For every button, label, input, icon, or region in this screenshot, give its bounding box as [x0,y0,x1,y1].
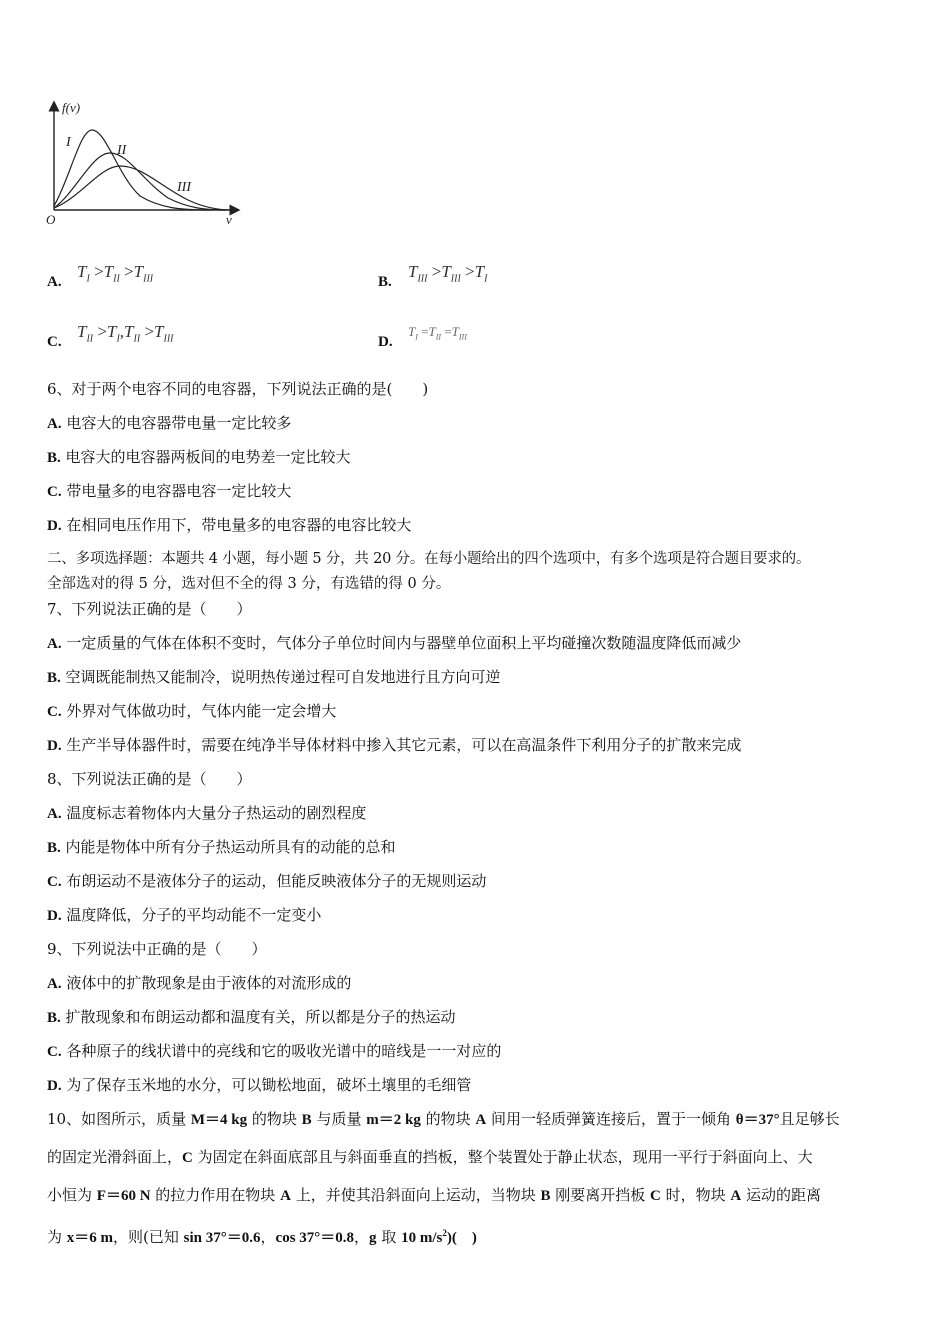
origin-label: O [46,212,56,227]
q9-stem: 9、下列说法中正确的是（ ） [47,940,267,958]
q10-stem-line1: 10、如图所示，质量 M＝4 kg 的物块 B 与质量 m＝2 kg 的物块 A 间用一轻质弹簧连接后，置于一倾角 θ＝37°且足够长 [47,1110,840,1128]
option-text: 液体中的扩散现象是由于液体的对流形成的 [66,974,352,992]
q8-option-d[interactable] [47,905,321,926]
q6-option-a[interactable] [47,413,291,434]
q6-option-d[interactable] [47,515,411,536]
q6-stem: 6、对于两个电容不同的电容器，下列说法正确的是( ) [47,380,429,398]
y-axis-label: f(v) [62,100,81,115]
q7-option-a[interactable] [47,633,741,654]
option-text: 生产半导体器件时，需要在纯净半导体材料中掺入其它元素，可以在高温条件下利用分子的扩散来完成 [66,736,742,754]
x-axis-label: v [226,212,232,227]
section-2-header-line2: 全部选对的得 5 分，选对但不全的得 3 分，有选错的得 0 分。 [47,576,451,592]
option-letter: B. [47,450,61,466]
q9-option-c[interactable] [47,1041,501,1062]
curve-III [54,166,232,210]
q9-option-b[interactable] [47,1007,456,1028]
option-letter: B. [47,670,61,686]
section-2-header-line1: 二、多项选择题：本题共 4 小题，每小题 5 分，共 20 分。在每小题给出的四个选项中，有多个选项是符合题目要求的。 [47,551,811,567]
speed-distribution-graph [40,98,245,230]
option-text: 外界对气体做功时，气体内能一定会增大 [66,702,337,720]
option-letter: A. [47,636,62,652]
option-letter: C. [47,704,62,720]
option-letter: D. [47,1078,62,1094]
option-letter: A. [47,806,62,822]
option-letter: C. [47,874,62,890]
option-letter: B. [47,840,61,856]
option-formula: $T_I =T_{II} =T_{III}$ [408,324,467,342]
option-letter: B. [378,274,392,290]
option-formula: $T_{II} >T_I,T_{II} >T_{III}$ [77,322,174,345]
option-text: 电容大的电容器两板间的电势差一定比较大 [65,448,351,466]
option-text: 空调既能制热又能制冷，说明热传递过程可自发地进行且方向可逆 [65,668,501,686]
q10-stem-line3: 小恒为 F＝60 N 的拉力作用在物块 A 上，并使其沿斜面向上运动，当物块 B 刚要离开挡板 C 时，物块 A 运动的距离 [47,1186,822,1204]
option-letter: C. [47,484,62,500]
option-letter: C. [47,1044,62,1060]
option-text: 在相同电压作用下，带电量多的电容器的电容比较大 [66,516,412,534]
option-letter: D. [378,334,393,350]
q7-option-c[interactable] [47,701,336,722]
option-letter: D. [47,518,62,534]
q10-stem-line4: 为 x＝6 m，则(已知 sin 37°＝0.6，cos 37°＝0.8，g 取 10 $m/s^2$)( ) [47,1228,477,1246]
option-formula: $T_{III} >T_{III} >T_I$ [408,262,488,285]
option-text: 温度降低，分子的平均动能不一定变小 [66,906,322,924]
q8-option-b[interactable] [47,837,396,858]
option-letter: C. [47,334,62,350]
q7-stem: 7、下列说法正确的是（ ） [47,600,252,618]
option-letter: A. [47,976,62,992]
option-letter: D. [47,738,62,754]
q6-option-c[interactable] [47,481,291,502]
curve-label-I: I [66,135,71,150]
q9-option-d[interactable] [47,1075,471,1096]
option-text: 为了保存玉米地的水分，可以锄松地面，破坏土壤里的毛细管 [66,1076,472,1094]
option-text: 内能是物体中所有分子热运动所具有的动能的总和 [65,838,396,856]
q9-option-a[interactable] [47,973,351,994]
option-text: 温度标志着物体内大量分子热运动的剧烈程度 [66,804,367,822]
q10-stem-line2: 的固定光滑斜面上，C 为固定在斜面底部且与斜面垂直的挡板，整个装置处于静止状态，现用一平行于斜面向上、大 [47,1148,813,1166]
option-letter: A. [47,416,62,432]
option-text: 各种原子的线状谱中的亮线和它的吸收光谱中的暗线是一一对应的 [66,1042,502,1060]
option-text: 扩散现象和布朗运动都和温度有关，所以都是分子的热运动 [65,1008,456,1026]
q8-option-a[interactable] [47,803,366,824]
q7-option-b[interactable] [47,667,501,688]
q6-option-b[interactable] [47,447,351,468]
option-text: 带电量多的电容器电容一定比较大 [66,482,292,500]
curve-label-III: III [177,180,191,195]
option-letter: D. [47,908,62,924]
option-letter: A. [47,274,62,290]
q7-option-d[interactable] [47,735,741,756]
curve-I [54,130,210,210]
q8-option-c[interactable] [47,871,486,892]
curve-II [54,153,225,210]
option-text: 一定质量的气体在体积不变时，气体分子单位时间内与器壁单位面积上平均碰撞次数随温度降低而减少 [66,634,742,652]
option-text: 电容大的电容器带电量一定比较多 [66,414,292,432]
option-text: 布朗运动不是液体分子的运动，但能反映液体分子的无规则运动 [66,872,487,890]
curve-label-II: II [117,143,127,158]
option-formula: $T_I >T_{II} >T_{III}$ [77,262,154,285]
q8-stem: 8、下列说法正确的是（ ） [47,770,252,788]
option-letter: B. [47,1010,61,1026]
